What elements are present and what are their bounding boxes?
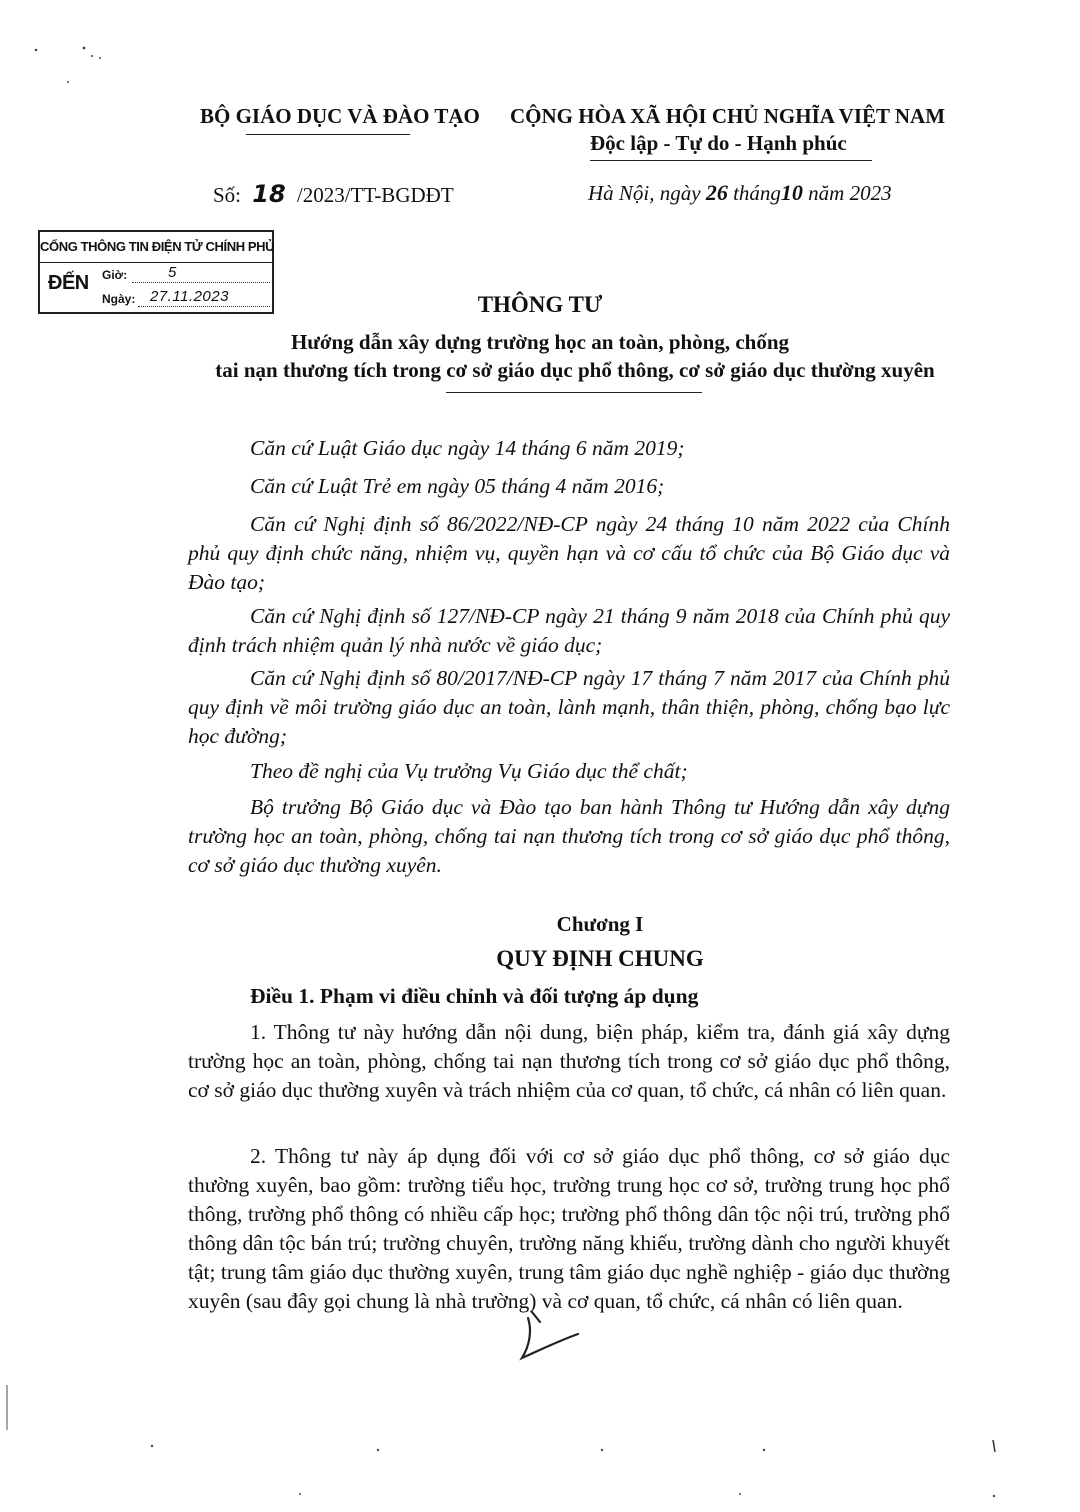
preamble-paragraph: Bộ trưởng Bộ Giáo dục và Đào tạo ban hành Thông tư Hướng dẫn xây dựng trường học an toàn, phòng, chống tai nạn thương tích trong cơ sở giáo dục phổ thông, cơ sở giáo dục thường xuyên. xyxy=(188,795,950,877)
subtitle-underline xyxy=(446,392,702,393)
article-heading: Điều 1. Phạm vi điều chỉnh và đối tượng áp dụng xyxy=(250,984,699,1008)
national-title: CỘNG HÒA XÃ HỘI CHỦ NGHĨA VIỆT NAM xyxy=(510,104,946,128)
stamp-heading: CỔNG THÔNG TIN ĐIỆN TỬ CHÍNH PHỦ xyxy=(40,232,272,263)
doc-number-handwritten: 18 xyxy=(252,180,286,208)
motto-underline xyxy=(590,160,872,161)
preamble-paragraph: Căn cứ Nghị định số 127/NĐ-CP ngày 21 tháng 9 năm 2018 của Chính phủ quy định trách nhiệm quản lý nhà nước về giáo dục; xyxy=(188,604,950,657)
article-clause: 2. Thông tư này áp dụng đối với cơ sở giáo dục phổ thông, cơ sở giáo dục thường xuyên, bao gồm: trường tiểu học, trường trung học cơ sở, trường trung học phổ thông, trường phổ thông có nhiều cấp học; trường phổ thông dân tộc nội trú, trường phổ thông dân tộc bán trú; trường chuyên, trường năng khiếu, trường dành cho người khuyết tật; trung tâm giáo dục thường xuyên, trung tâm giáo dục nghề nghiệp - giáo dục thường xuyên (sau đây gọi chung là nhà trường) và cơ quan, tổ chức, cá nhân có liên quan. xyxy=(188,1144,950,1313)
issuing-authority: BỘ GIÁO DỤC VÀ ĐÀO TẠO xyxy=(200,104,480,128)
document-subtitle-line1: Hướng dẫn xây dựng trường học an toàn, phòng, chống xyxy=(290,330,790,354)
document-number xyxy=(213,180,454,208)
handwritten-initial-mark xyxy=(522,1312,578,1358)
preamble-paragraph: Căn cứ Luật Trẻ em ngày 05 tháng 4 năm 2016; xyxy=(250,474,665,498)
stamp-date-value: 27.11.2023 xyxy=(150,288,229,305)
date-year: năm 2023 xyxy=(808,181,892,205)
preamble-paragraph: Theo đề nghị của Vụ trưởng Vụ Giáo dục thể chất; xyxy=(250,759,688,783)
date-day: 26 xyxy=(705,180,728,205)
issue-date xyxy=(588,180,892,206)
stamp-time-dots xyxy=(132,282,270,283)
date-month-label: tháng xyxy=(733,181,781,205)
national-motto: Độc lập - Tự do - Hạnh phúc xyxy=(590,131,847,155)
stamp-den-label: ĐẾN xyxy=(48,272,89,294)
stamp-date-label: Ngày: xyxy=(102,292,136,306)
doc-number-label: Số: xyxy=(213,183,242,207)
preamble-paragraph: Căn cứ Luật Giáo dục ngày 14 tháng 6 năm 2019; xyxy=(250,436,685,460)
date-place: Hà Nội, ngày xyxy=(588,181,701,205)
preamble-paragraph: Căn cứ Nghị định số 80/2017/NĐ-CP ngày 17 tháng 7 năm 2017 của Chính phủ quy định về môi trường giáo dục an toàn, lành mạnh, thân thiện, phòng, chống bạo lực học đường; xyxy=(188,666,950,748)
document-type: THÔNG TƯ xyxy=(477,292,603,317)
stamp-time-label: Giờ: xyxy=(102,268,128,282)
preamble-paragraph: Căn cứ Nghị định số 86/2022/NĐ-CP ngày 24 tháng 10 năm 2022 của Chính phủ quy định chức năng, nhiệm vụ, quyền hạn và cơ cấu tổ chức của Bộ Giáo dục và Đào tạo; xyxy=(188,512,950,594)
stamp-time-value: 5 xyxy=(168,264,177,281)
article-clause: 1. Thông tư này hướng dẫn nội dung, biện pháp, kiểm tra, đánh giá xây dựng trường học an toàn, phòng, chống tai nạn thương tích trong cơ sở giáo dục phổ thông, cơ sở giáo dục thường xuyên và trách nhiệm của cơ quan, tổ chức, cá nhân có liên quan. xyxy=(188,1020,950,1102)
authority-underline xyxy=(246,134,410,135)
doc-number-suffix: /2023/TT-BGDĐT xyxy=(296,183,454,207)
chapter-name: QUY ĐỊNH CHUNG xyxy=(496,946,704,971)
chapter-number: Chương I xyxy=(556,912,644,936)
date-month: 10 xyxy=(780,180,803,205)
document-subtitle-line2: tai nạn thương tích trong cơ sở giáo dục phổ thông, cơ sở giáo dục thường xuyên xyxy=(215,358,935,382)
